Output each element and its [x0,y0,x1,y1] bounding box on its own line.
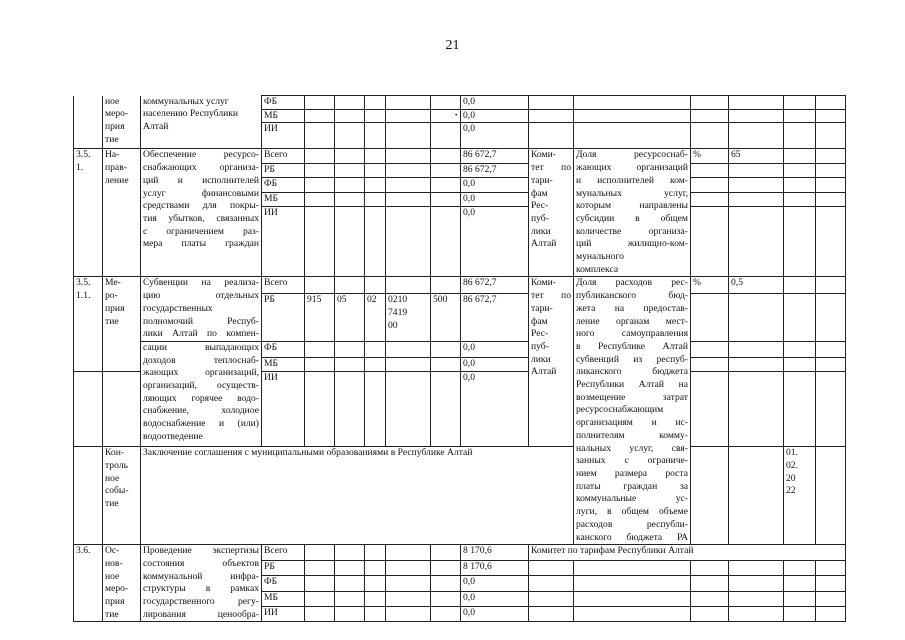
expense-type-code: 500 [431,294,461,342]
amount: 0,0 [461,358,529,372]
table-row [74,341,846,357]
amount: 86 672,7 [461,277,529,294]
amount: 0,0 [461,123,529,149]
amount: 8 170,6 [461,560,529,575]
indicator-value: 65 [729,149,784,164]
funding-source: ИИ [262,123,305,149]
table-row: МБ · 0,0 [74,109,846,123]
funding-source: ФБ [262,341,305,357]
row-name-cont: сации выпадающих доходов теплоснаб- жающих организаций, организаций, осуществ- ляющих горячее водо- снабжение, холодное водоснабжение и (или) водоотведение [141,341,262,446]
indicator: Доля ресурсоснаб- жающих организаций и исполнителей ком- мунальных услуг, которым направлены субсидии в общем количестве организа- ций жилищно-ком- мунального комплекса [574,149,691,277]
funding-source: МБ [262,358,305,372]
amount: 86 672,7 [461,294,529,342]
funding-source: МБ [262,591,305,606]
funding-source: РБ [262,294,305,342]
amount: 0,0 [461,576,529,591]
amount: 0,0 [461,178,529,193]
row-number: 3.5. 1. [74,149,103,277]
funding-source: Всего [262,277,305,294]
row-name: Проведение экспертизы состояния объектов коммунальной инфра- структуры в рамках государственного регу- лирования ценообра- [141,545,262,622]
table-row [74,545,846,560]
control-event-text: Заключение соглашения с муниципальными образованиями в Республике Алтай [141,447,574,545]
amount: 0,0 [461,192,529,207]
funding-source: МБ [262,192,305,207]
funding-source: ИИ [262,606,305,621]
amount: 8 170,6 [461,545,529,560]
executor: Комитет по тарифам Республики Алтай [529,545,846,560]
indicator-value: 0,5 [729,277,784,294]
table-row [74,447,846,545]
row-type: ное меро- прия тие [103,96,141,149]
amount: 86 672,7 [461,149,529,164]
section-code: 05 [335,294,365,342]
funding-source: Всего [262,149,305,164]
table-row [74,149,846,164]
funding-source: ИИ [262,207,305,277]
program-table [73,95,846,622]
subsection-code: 02 [365,294,386,342]
row-number: 3.5. 1.1. [74,277,103,358]
funding-source: ФБ [262,96,305,110]
amount: 86 672,7 [461,163,529,178]
amount: 0,0 [461,606,529,621]
amount: 0,0 [461,591,529,606]
row-name: коммунальных услуг населению Республики Алтай [141,96,262,149]
unit: % [691,277,729,294]
funding-source: ФБ [262,178,305,193]
row-type: Ос- нов- ное меро- прия тие [103,545,141,622]
executor: Коми- тет по тари- фам Рес- пуб- лики Алтай [529,277,574,447]
executor: Коми- тет по тари- фам Рес- пуб- лики Алтай [529,149,574,277]
grbs-code: 915 [305,294,335,342]
amount: 0,0 [461,207,529,277]
amount: 0,0 [461,372,529,447]
row-type: На- прав- ление [103,149,141,277]
indicator: Доля расходов рес- публиканского бюд- жета на предостав- ление органам мест- ного самоуправления в Республике Алтай субвенций из респуб- ликанского бюджета Республики Алтай на возмещение затрат ресурсоснабжающим организациям и ис- полнителям комму- нальных услуг, свя- занных с ограниче- нием размера роста платы граждан за коммунальные ус- луги, в общем объеме расходов республи- канского бюджета РА [574,277,691,545]
amount: 0,0 [461,109,529,123]
funding-source: Всего [262,545,305,560]
funding-source: РБ [262,163,305,178]
funding-source: ИИ [262,372,305,447]
row-number: 3.6. [74,545,103,622]
amount: 0,0 [461,341,529,357]
page-number: 21 [445,38,460,53]
funding-source: ФБ [262,576,305,591]
funding-source: МБ [262,109,305,123]
row-name: Обеспечение ресурсо- снабжающих организа- ций и исполнителей услуг финансовыми средствами для покры- тия убытков, связанных с ограничением раз- мера платы граждан [141,149,262,277]
table-row [74,96,846,110]
funding-source: РБ [262,560,305,575]
amount: 0,0 [461,96,529,110]
row-name: Субвенции на реализа- цию отдельных государственных полномочий Респуб- лики Алтай по компен- [141,277,262,342]
row-type: Ме- ро- прия тие [103,277,141,358]
control-event-date: 01. 02. 20 22 [784,447,816,545]
unit: % [691,149,729,164]
target-article-code: 0210 7419 00 [386,294,431,342]
table-row [74,277,846,294]
row-type: Кон- троль ное собы- тие [103,447,141,545]
